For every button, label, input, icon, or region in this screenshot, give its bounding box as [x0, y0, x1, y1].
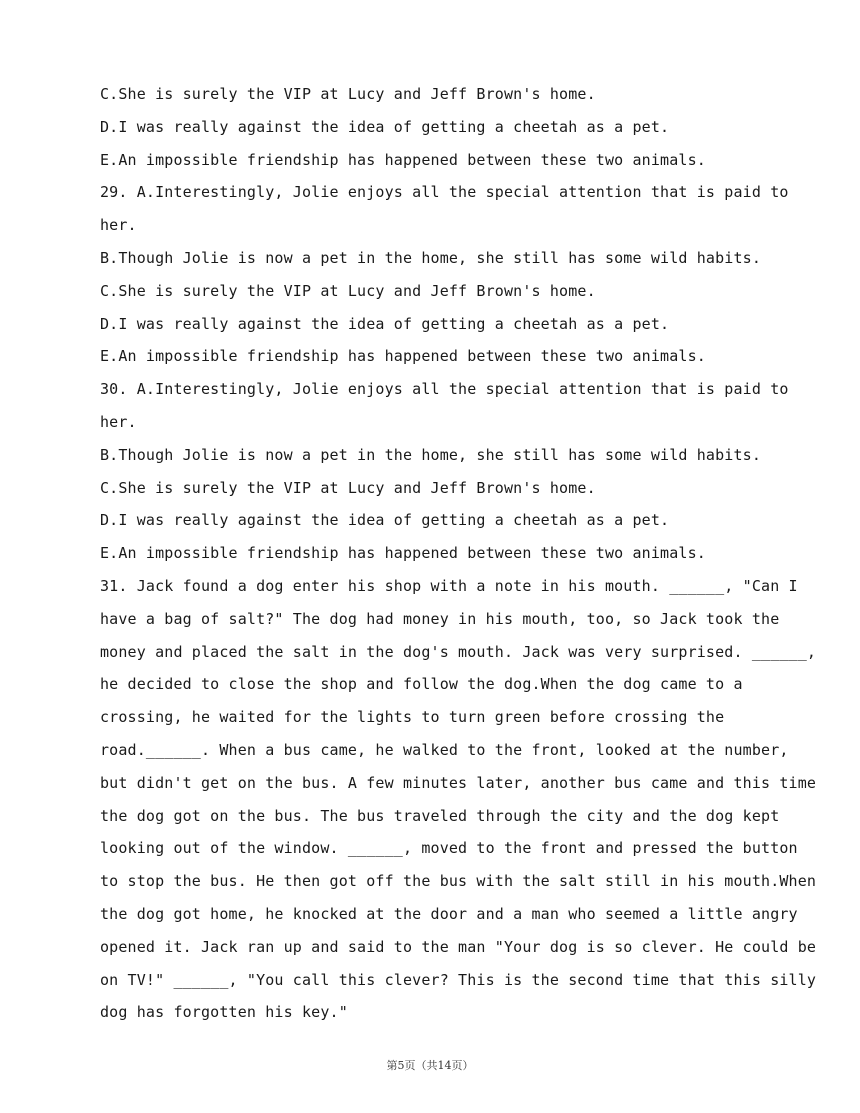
text-line: D.I was really against the idea of getting a cheetah as a pet.: [100, 314, 670, 333]
text-line: D.I was really against the idea of getting a cheetah as a pet.: [100, 117, 670, 136]
text-line: C.She is surely the VIP at Lucy and Jeff Brown's home.: [100, 281, 596, 300]
text-line: the dog got home, he knocked at the door and a man who seemed a little angry: [100, 904, 798, 923]
text-line: B.Though Jolie is now a pet in the home, she still has some wild habits.: [100, 248, 762, 267]
text-line: E.An impossible friendship has happened between these two animals.: [100, 150, 706, 169]
text-line: the dog got on the bus. The bus traveled through the city and the dog kept: [100, 806, 780, 825]
text-line: dog has forgotten his key.": [100, 1003, 348, 1022]
text-line: money and placed the salt in the dog's mouth. Jack was very surprised. ______,: [100, 642, 817, 661]
text-line: E.An impossible friendship has happened between these two animals.: [100, 544, 706, 563]
text-line: C.She is surely the VIP at Lucy and Jeff Brown's home.: [100, 478, 596, 497]
text-line: her.: [100, 216, 137, 235]
text-line: E.An impossible friendship has happened between these two animals.: [100, 347, 706, 366]
question-31-line: 31. Jack found a dog enter his shop with a note in his mouth. ______, "Can I: [100, 576, 798, 595]
page-number-footer: 第5页（共14页）: [386, 1059, 474, 1072]
question-29-line: 29. A.Interestingly, Jolie enjoys all the special attention that is paid to: [100, 183, 789, 202]
text-line: opened it. Jack ran up and said to the man "Your dog is so clever. He could be: [100, 937, 817, 956]
document-body: [100, 78, 817, 1029]
question-30-line: 30. A.Interestingly, Jolie enjoys all the special attention that is paid to: [100, 380, 789, 399]
text-line: to stop the bus. He then got off the bus with the salt still in his mouth.When: [100, 872, 817, 891]
text-line: looking out of the window. ______, moved to the front and pressed the button: [100, 839, 798, 858]
text-line: her.: [100, 412, 137, 431]
text-line: road.______. When a bus came, he walked to the front, looked at the number,: [100, 740, 789, 759]
text-line: on TV!" ______, "You call this clever? This is the second time that this silly: [100, 970, 817, 989]
text-line: but didn't get on the bus. A few minutes later, another bus came and this time: [100, 773, 817, 792]
text-line: B.Though Jolie is now a pet in the home, she still has some wild habits.: [100, 445, 762, 464]
text-line: he decided to close the shop and follow the dog.When the dog came to a: [100, 675, 743, 694]
text-line: crossing, he waited for the lights to turn green before crossing the: [100, 708, 725, 727]
text-line: have a bag of salt?" The dog had money in his mouth, too, so Jack took the: [100, 609, 780, 628]
text-line: C.She is surely the VIP at Lucy and Jeff Brown's home.: [100, 85, 596, 103]
text-line: D.I was really against the idea of getting a cheetah as a pet.: [100, 511, 670, 530]
